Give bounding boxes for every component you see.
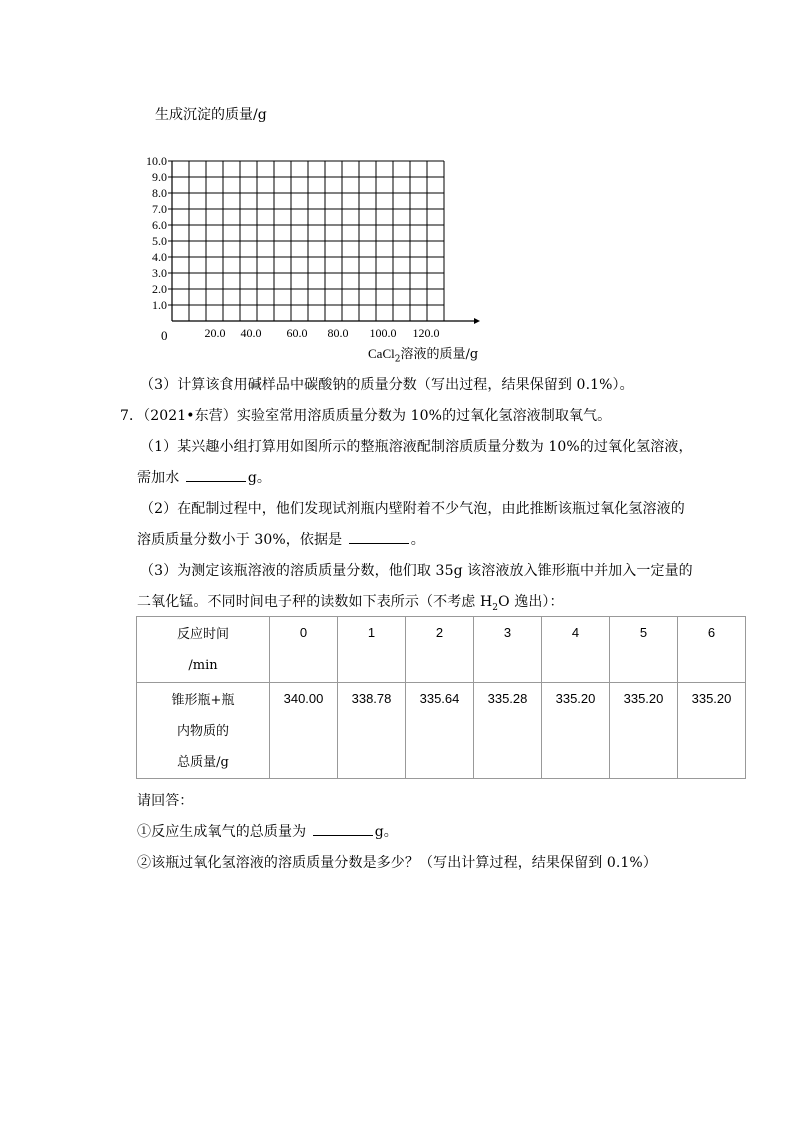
- water-mass-blank[interactable]: [186, 469, 246, 482]
- basis-blank[interactable]: [349, 531, 409, 544]
- chart-origin-label: 0: [161, 328, 168, 343]
- reading-table: [136, 616, 746, 779]
- table-cell: 335.20: [610, 683, 678, 779]
- x-tick-label: 40.0: [240, 326, 262, 340]
- q7-part2-prefix: 溶质质量分数小于 30%，依据是: [137, 532, 347, 548]
- table-cell: 3: [474, 617, 542, 683]
- x-axis-arrow: [474, 318, 480, 324]
- q7-intro: 实验室常用溶质质量分数为 10%的过氧化氢溶液制取氧气。: [236, 408, 612, 424]
- q7-part3-prefix: 二氧化锰。不同时间电子秤的读数如下表所示（不考虑 H: [137, 594, 493, 610]
- q7-part3-line2: [137, 591, 564, 613]
- h2o-subscript: 2: [492, 602, 499, 613]
- y-tick-label: 8.0: [152, 186, 167, 200]
- answer-prompt: 请回答：: [137, 793, 194, 809]
- mass-header-line2: 内物质的: [176, 724, 229, 739]
- y-tick-label: 10.0: [146, 154, 167, 168]
- x-tick-label: 60.0: [286, 326, 308, 340]
- x-tick-label: 120.0: [412, 326, 440, 340]
- table-row-mass: [137, 683, 746, 779]
- q7-part1-prefix: 需加水: [137, 470, 184, 486]
- answer-1-prefix: ①反应生成氧气的总质量为: [137, 824, 311, 840]
- q7-source: （2021•东营）: [143, 408, 237, 424]
- table-cell: 0: [270, 617, 338, 683]
- table-cell: 335.64: [406, 683, 474, 779]
- y-tick-label: 2.0: [152, 282, 167, 296]
- x-tick-label: 20.0: [204, 326, 226, 340]
- table-cell: 335.20: [678, 683, 746, 779]
- q7-part1-line2: [137, 467, 271, 487]
- x-tick-label: 100.0: [369, 326, 397, 340]
- q7-part3-suffix: O 逸出）：: [498, 594, 564, 610]
- q7-part2-line1: （2）在配制过程中，他们发现试剂瓶内壁附着不少气泡，由此推断该瓶过氧化氢溶液的: [140, 501, 685, 517]
- y-tick-label: 9.0: [152, 170, 167, 184]
- y-tick-label: 7.0: [152, 202, 167, 216]
- table-row-time: [137, 617, 746, 683]
- table-cell: 338.78: [338, 683, 406, 779]
- q7-part3-line1: （3）为测定该瓶溶液的溶质质量分数，他们取 35g 该溶液放入锥形瓶中并加入一定量的: [140, 563, 693, 579]
- table-cell: 1: [338, 617, 406, 683]
- q7-part2-suffix: 。: [410, 532, 425, 548]
- oxygen-mass-blank[interactable]: [313, 823, 373, 836]
- chart-grid: [0, 0, 794, 360]
- answer-1: [137, 821, 398, 841]
- table-cell: 4: [542, 617, 610, 683]
- x-tick-label: 80.0: [327, 326, 349, 340]
- answer-1-suffix: g。: [374, 824, 398, 840]
- q3-text: （3）计算该食用碱样品中碳酸钠的质量分数（写出过程，结果保留到 0.1%）。: [140, 377, 634, 393]
- time-header-line2: /min: [188, 658, 218, 673]
- time-header-line1: 反应时间: [176, 627, 229, 642]
- chart-y-axis-label: 生成沉淀的质量/g: [155, 107, 267, 123]
- q7-part1-suffix: g。: [247, 470, 272, 486]
- table-cell: 5: [610, 617, 678, 683]
- table-cell: 335.20: [542, 683, 610, 779]
- x-label-prefix: CaCl: [368, 346, 395, 361]
- q7-part1-line1: （1）某兴趣小组打算用如图所示的整瓶溶液配制溶质质量分数为 10%的过氧化氢溶液，: [140, 439, 693, 455]
- q7-number: 7．: [120, 408, 144, 424]
- mass-header-line1: 锥形瓶+瓶: [171, 693, 235, 708]
- table-header-time: [137, 617, 270, 683]
- table-header-mass: [137, 683, 270, 779]
- q7-part2-line2: [137, 529, 425, 549]
- y-tick-label: 1.0: [152, 298, 167, 312]
- q7-heading: [120, 405, 611, 425]
- y-tick-label: 3.0: [152, 266, 167, 280]
- chart-x-axis-label: [368, 343, 478, 365]
- x-label-suffix: 溶液的质量/g: [400, 347, 479, 362]
- answer-2: ②该瓶过氧化氢溶液的溶质质量分数是多少？（写出计算过程，结果保留到 0.1%）: [137, 855, 657, 871]
- mass-header-line3: 总质量/g: [177, 755, 229, 770]
- table-cell: 335.28: [474, 683, 542, 779]
- x-label-sub: 2: [394, 354, 401, 365]
- table-cell: 6: [678, 617, 746, 683]
- table-cell: 340.00: [270, 683, 338, 779]
- y-tick-label: 4.0: [152, 250, 167, 264]
- y-tick-label: 5.0: [152, 234, 167, 248]
- y-tick-label: 6.0: [152, 218, 167, 232]
- table-cell: 2: [406, 617, 474, 683]
